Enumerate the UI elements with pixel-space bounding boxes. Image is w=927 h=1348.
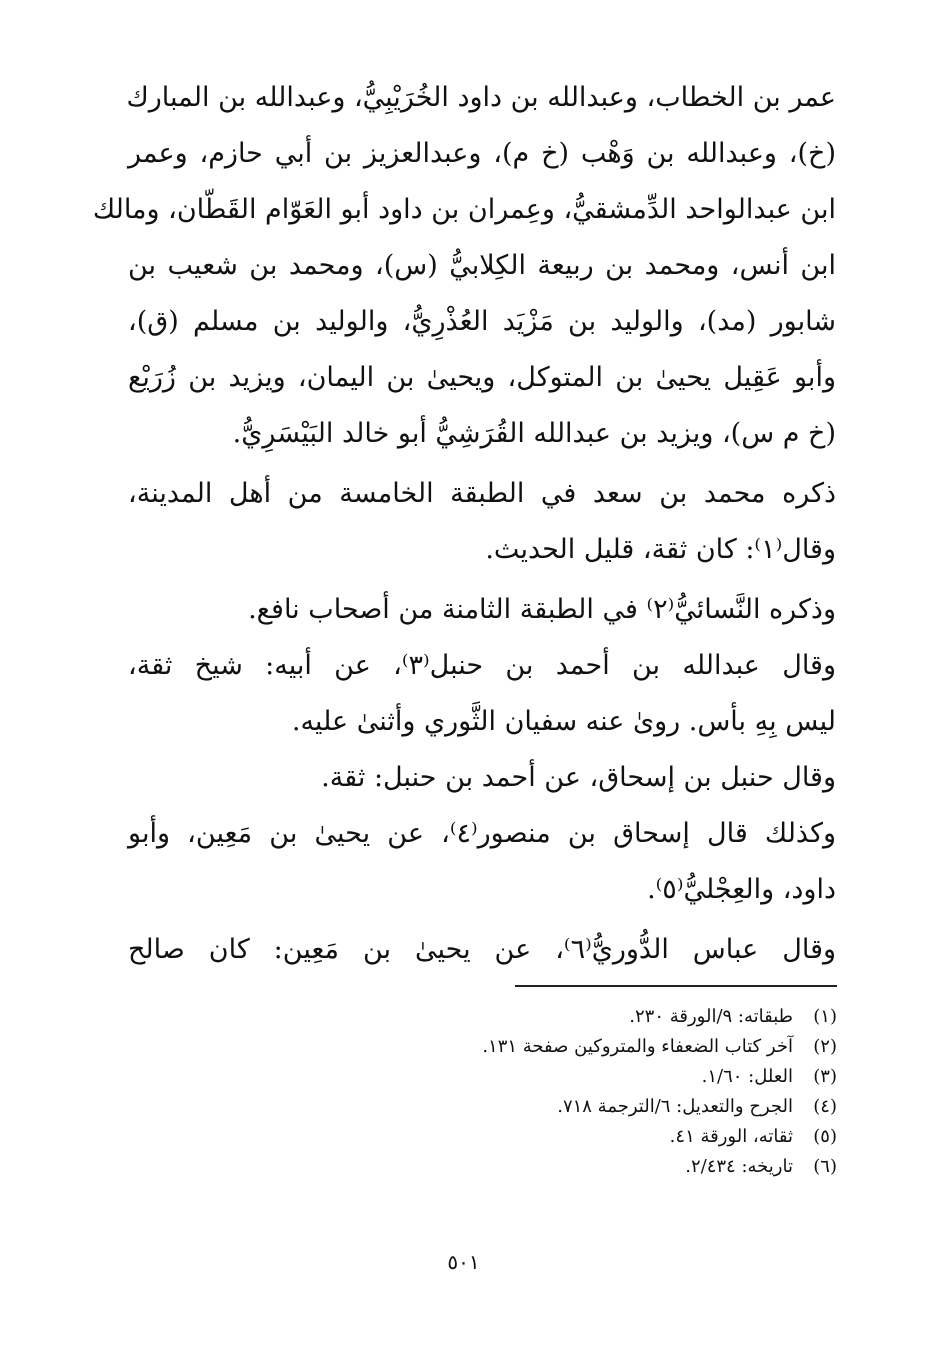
text-line: ابن أنس، ومحمد بن ربيعة الكِلابيُّ (س)، ومحمد بن شعيب بن bbox=[128, 250, 836, 281]
footnote-number: (٤) bbox=[813, 1096, 837, 1117]
footnote-number: (٣) bbox=[813, 1066, 837, 1087]
footnote-item bbox=[300, 1032, 837, 1062]
text-line: (خ م س)، ويزيد بن عبدالله القُرَشِيُّ أبو خالد البَيْسَرِيُّ. bbox=[232, 418, 836, 449]
footnote-divider bbox=[515, 985, 837, 987]
text-line: داود، والعِجْليُّ⁽٥⁾. bbox=[647, 874, 836, 905]
text-line: وقال عبدالله بن أحمد بن حنبل⁽٣⁾، عن أبيه: شيخ ثقة، bbox=[128, 650, 836, 681]
footnote-number: (٢) bbox=[813, 1036, 837, 1057]
text-line: وقال عباس الدُّوريُّ⁽٦⁾، عن يحيىٰ بن مَعِين: كان صالح bbox=[128, 934, 837, 965]
footnote-text: الجرح والتعديل: ٦/الترجمة ٧١٨. bbox=[557, 1096, 793, 1117]
text-line: ذكره محمد بن سعد في الطبقة الخامسة من أهل المدينة، bbox=[128, 478, 836, 509]
text-line: عمر بن الخطاب، وعبدالله بن داود الخُرَيْبِيُّ، وعبدالله بن المبارك bbox=[126, 82, 836, 113]
text-line: وأبو عَقِيل يحيىٰ بن المتوكل، ويحيىٰ بن اليمان، ويزيد بن زُرَيْع bbox=[128, 362, 836, 393]
main-text bbox=[92, 70, 837, 978]
footnote-item bbox=[300, 1002, 837, 1032]
footnote-item bbox=[300, 1122, 837, 1152]
footnote-number: (٦) bbox=[813, 1156, 837, 1177]
footnotes bbox=[300, 1002, 837, 1182]
text-line: ابن عبدالواحد الدِّمشقيُّ، وعِمران بن داود أبو العَوّام القَطّان، ومالك bbox=[92, 194, 836, 225]
text-line: شابور (مد)، والوليد بن مَزْيَد العُذْرِيُّ، والوليد بن مسلم (ق)، bbox=[128, 306, 836, 337]
footnote-text: طبقاته: ٩/الورقة ٢٣٠. bbox=[629, 1006, 793, 1027]
text-line: ليس بِهِ بأس. روىٰ عنه سفيان الثَّوري وأثنىٰ عليه. bbox=[291, 706, 836, 737]
footnote-text: تاريخه: ٢/٤٣٤. bbox=[685, 1156, 793, 1177]
footnote-item bbox=[300, 1152, 837, 1182]
footnote-text: ثقاته، الورقة ٤١. bbox=[669, 1126, 793, 1147]
text-line: وقال حنبل بن إسحاق، عن أحمد بن حنبل: ثقة. bbox=[321, 762, 836, 793]
text-line: وقال⁽١⁾: كان ثقة، قليل الحديث. bbox=[485, 534, 836, 565]
text-line: (خ)، وعبدالله بن وَهْب (خ م)، وعبدالعزيز بن أبي حازم، وعمر bbox=[128, 138, 836, 169]
page-number: ٥٠١ bbox=[447, 1250, 480, 1274]
footnote-item bbox=[300, 1062, 837, 1092]
text-line: وذكره النَّسائيُّ⁽٢⁾ في الطبقة الثامنة من أصحاب نافع. bbox=[248, 594, 836, 625]
footnote-item bbox=[300, 1092, 837, 1122]
footnote-number: (٥) bbox=[813, 1126, 837, 1147]
text-line: وكذلك قال إسحاق بن منصور⁽٤⁾، عن يحيىٰ بن مَعِين، وأبو bbox=[128, 818, 836, 849]
footnote-number: (١) bbox=[813, 1006, 837, 1027]
footnote-text: العلل: ١/٦٠. bbox=[701, 1066, 793, 1087]
footnote-text: آخر كتاب الضعفاء والمتروكين صفحة ١٣١. bbox=[482, 1036, 793, 1057]
